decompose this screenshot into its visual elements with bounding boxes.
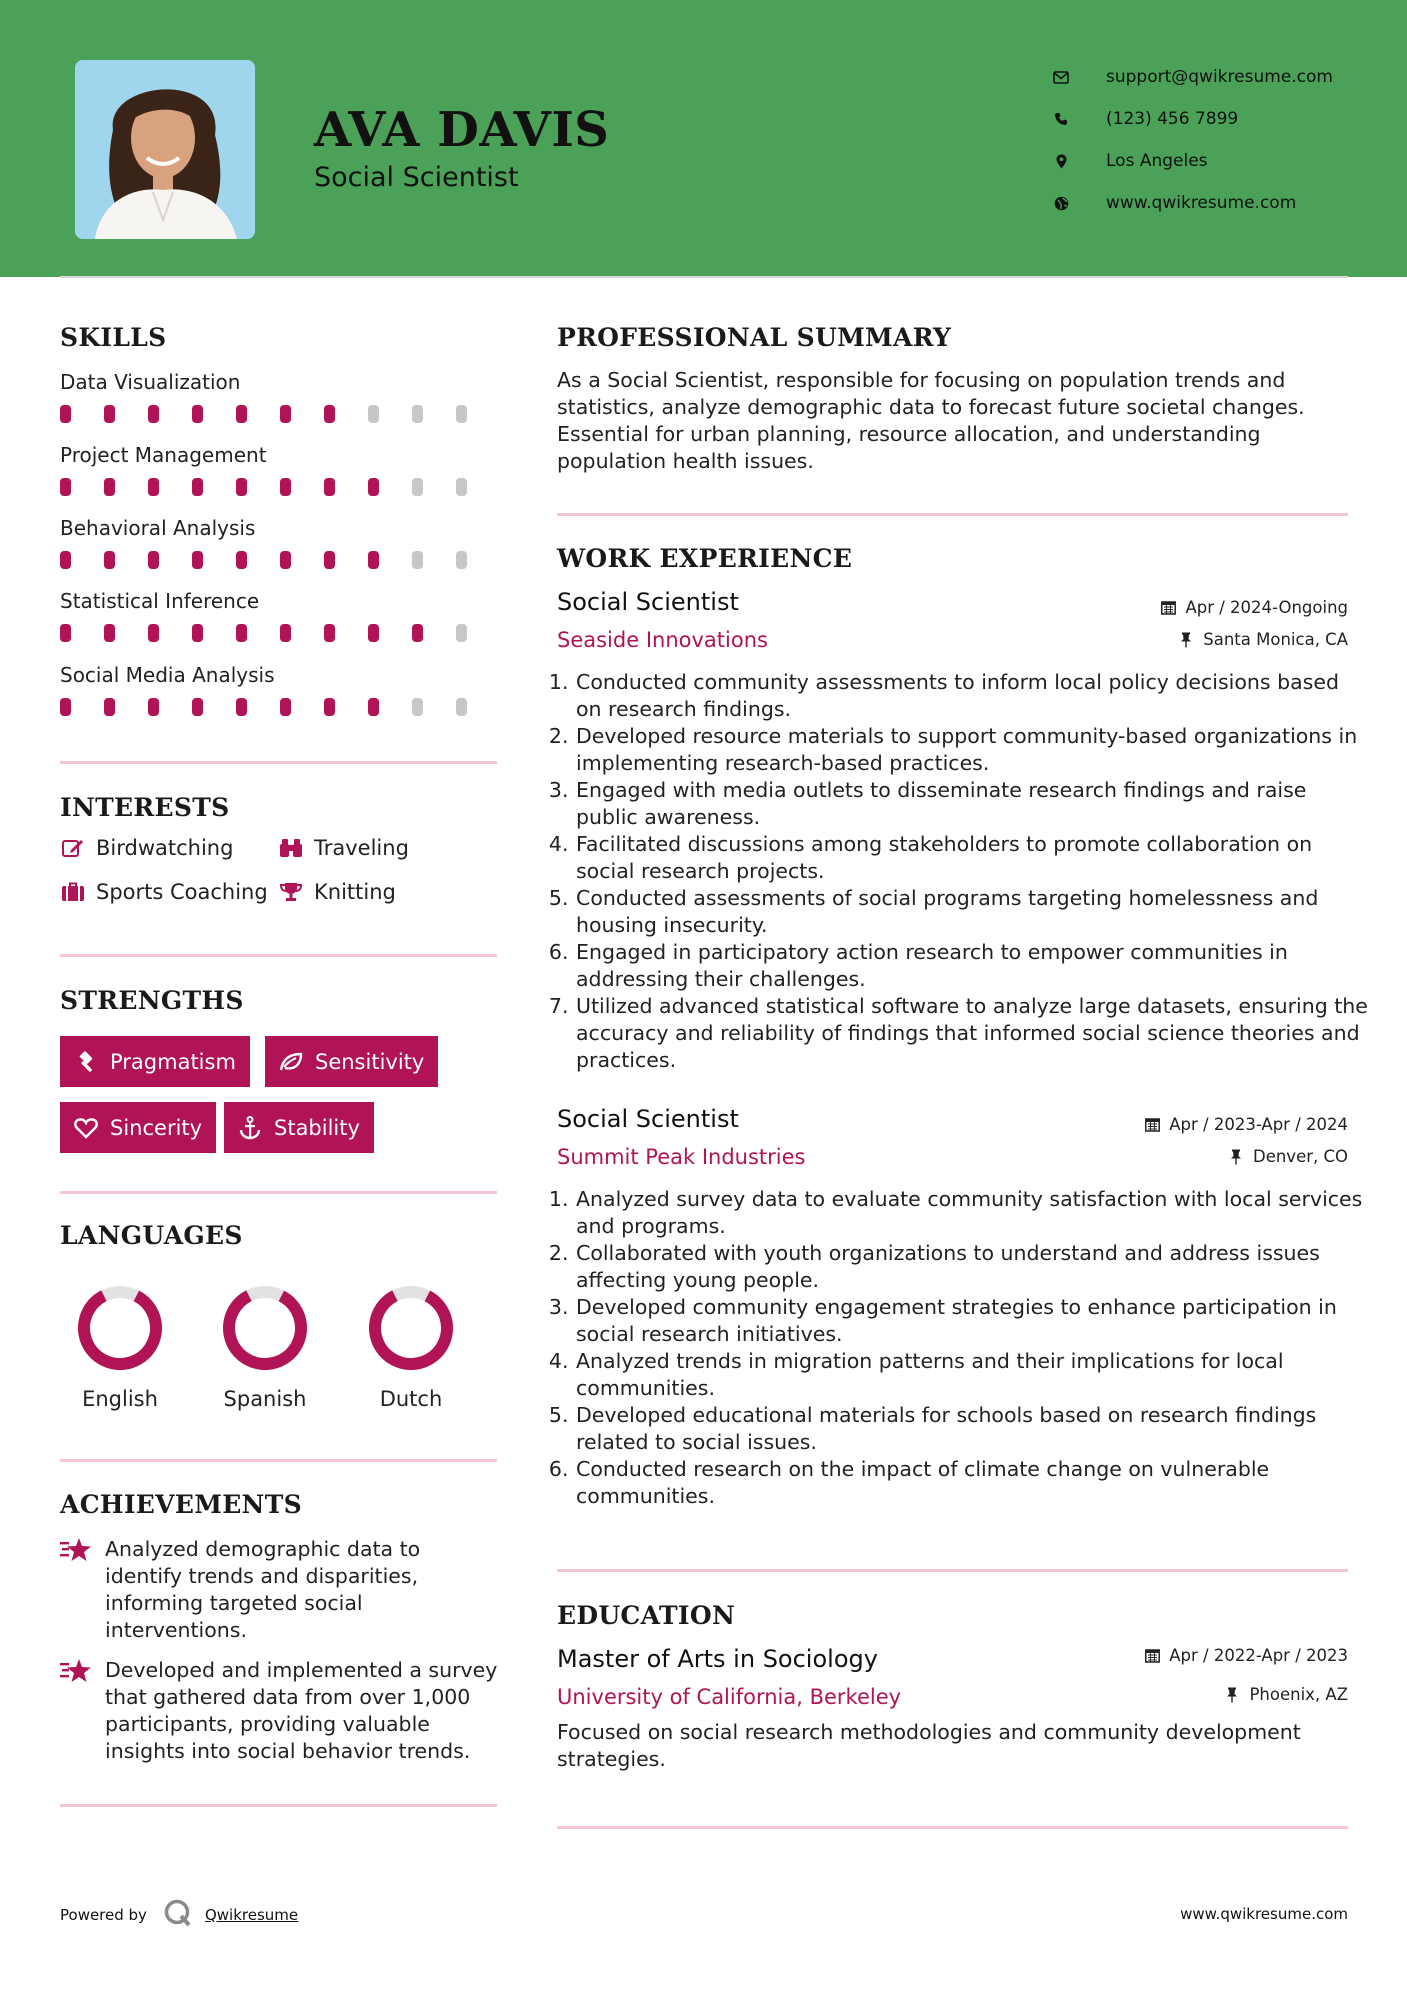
rating-dot: [368, 698, 379, 716]
leaf-icon: [279, 1050, 303, 1074]
pencil-icon: [60, 836, 86, 860]
strength-chip: [60, 1036, 250, 1087]
achievement-text: Analyzed demographic data to identify trends and disparities, informing targeted social interventions.: [105, 1537, 421, 1642]
rating-dot: [104, 551, 115, 569]
job-dates: [1159, 598, 1348, 617]
job-bullet: 6. Engaged in participatory action research to empower communities in addressing their challenges.: [575, 939, 1370, 993]
languages-heading: LANGUAGES: [60, 1221, 243, 1250]
date-text: Apr / 2022-Apr / 2023: [1169, 1646, 1348, 1665]
language-level-gauge: [75, 1283, 165, 1373]
rating-dot: [456, 551, 467, 569]
company-name: Seaside Innovations: [557, 628, 768, 652]
job-bullets: [557, 1186, 1370, 1510]
rating-dot: [148, 624, 159, 642]
rating-dot: [192, 405, 203, 423]
job-title: Social Scientist: [557, 1105, 739, 1133]
rating-dot: [368, 551, 379, 569]
rating-dot: [368, 405, 379, 423]
interest-item: [278, 836, 409, 860]
footer-url[interactable]: www.qwikresume.com: [1180, 1905, 1348, 1923]
achievements-heading: ACHIEVEMENTS: [60, 1490, 302, 1519]
phone-icon: [1050, 108, 1072, 130]
rating-dot: [60, 624, 71, 642]
achievement-text: Developed and implemented a survey that gathered data from over 1,000 participants, providing valuable insights into social behavior trends.: [105, 1658, 498, 1763]
brand-link[interactable]: Qwikresume: [204, 1906, 299, 1924]
rating-dot: [456, 405, 467, 423]
education-heading: EDUCATION: [557, 1601, 736, 1630]
skill-item: [60, 440, 500, 496]
school-name: University of California, Berkeley: [557, 1685, 902, 1709]
section-divider: [60, 1191, 497, 1194]
contact-text: support@qwikresume.com: [1106, 67, 1333, 87]
powered-by-text: Powered by: [60, 1906, 147, 1924]
rating-dot: [280, 551, 291, 569]
job-bullet: 3. Engaged with media outlets to disseminate research findings and raise public awareness.: [575, 777, 1370, 831]
skills-heading: SKILLS: [60, 323, 167, 352]
skill-name: Behavioral Analysis: [60, 516, 256, 540]
rating-dot: [236, 405, 247, 423]
skill-item: [60, 586, 500, 642]
interests-heading: INTERESTS: [60, 793, 230, 822]
skill-name: Statistical Inference: [60, 589, 260, 613]
section-divider: [60, 1804, 497, 1807]
contact-list: [1050, 56, 1333, 224]
job-bullet: 4. Facilitated discussions among stakeholders to promote collaboration on social research projects.: [575, 831, 1370, 885]
achievement-item: [60, 1657, 500, 1765]
job-bullet: 5. Conducted assessments of social programs targeting homelessness and housing insecurity.: [575, 885, 1370, 939]
job-bullet: 6. Conducted research on the impact of climate change on vulnerable communities.: [575, 1456, 1370, 1510]
contact-email[interactable]: [1050, 56, 1333, 98]
education-dates: [1143, 1646, 1348, 1665]
rating-dot: [280, 478, 291, 496]
rating-dot: [60, 551, 71, 569]
rating-dot: [236, 478, 247, 496]
pushpin-icon: [1223, 1686, 1241, 1704]
language-name: Spanish: [223, 1387, 307, 1411]
rating-dot: [324, 478, 335, 496]
rating-dot: [280, 624, 291, 642]
summary-heading: PROFESSIONAL SUMMARY: [557, 323, 952, 352]
date-text: Apr / 2024-Ongoing: [1185, 598, 1348, 617]
candidate-title: Social Scientist: [314, 162, 519, 193]
rating-dot: [236, 551, 247, 569]
skill-name: Project Management: [60, 443, 267, 467]
strength-chip: [60, 1102, 216, 1153]
rating-dot: [104, 698, 115, 716]
globe-icon: [1050, 192, 1072, 214]
skill-item: [60, 367, 500, 423]
strength-label: Stability: [274, 1115, 360, 1140]
rating-dot: [456, 478, 467, 496]
gavel-icon: [74, 1050, 98, 1074]
rating-dot: [192, 698, 203, 716]
rating-dot: [236, 698, 247, 716]
qwikresume-logo-icon: [163, 1898, 193, 1932]
rating-dot: [280, 698, 291, 716]
pushpin-icon: [1177, 631, 1195, 649]
contact-text: (123) 456 7899: [1106, 109, 1239, 129]
rating-dot: [368, 478, 379, 496]
anchor-icon: [238, 1116, 262, 1140]
job-bullet: 2. Collaborated with youth organizations to understand and address issues affecting young people.: [575, 1240, 1370, 1294]
rating-dot: [192, 551, 203, 569]
trophy-icon: [278, 880, 304, 904]
binoculars-icon: [278, 836, 304, 860]
rating-dot: [104, 405, 115, 423]
skill-item: [60, 513, 500, 569]
profile-photo: [75, 60, 255, 239]
job-bullet: 1. Conducted community assessments to inform local policy decisions based on research findings.: [575, 669, 1370, 723]
language-level-gauge: [220, 1283, 310, 1373]
rating-dot: [324, 551, 335, 569]
calendar-icon: [1143, 1647, 1161, 1665]
interest-label: Sports Coaching: [96, 880, 268, 904]
achievement-item: [60, 1536, 500, 1644]
interest-label: Traveling: [314, 836, 409, 860]
section-divider: [60, 954, 497, 957]
rating-dot: [148, 698, 159, 716]
rating-dot: [192, 624, 203, 642]
strength-label: Sensitivity: [315, 1049, 425, 1074]
rating-dot: [456, 698, 467, 716]
strengths-heading: STRENGTHS: [60, 986, 244, 1015]
contact-location: [1050, 140, 1333, 182]
calendar-icon: [1143, 1116, 1161, 1134]
location-text: Phoenix, AZ: [1249, 1685, 1348, 1704]
interest-label: Knitting: [314, 880, 396, 904]
job-dates: [1143, 1115, 1348, 1134]
skill-rating: [60, 624, 500, 642]
job-bullet: 3. Developed community engagement strategies to enhance participation in social research initiatives.: [575, 1294, 1370, 1348]
rating-dot: [324, 405, 335, 423]
skill-name: Data Visualization: [60, 370, 241, 394]
star-icon: [60, 1657, 94, 1687]
strength-chip: [265, 1036, 438, 1087]
skill-rating: [60, 698, 500, 716]
section-divider: [557, 513, 1348, 516]
job-bullets: [557, 669, 1370, 1074]
rating-dot: [104, 624, 115, 642]
language-name: English: [82, 1387, 158, 1411]
header-divider: [60, 276, 1348, 278]
strength-chip: [224, 1102, 374, 1153]
envelope-icon: [1050, 66, 1072, 88]
degree-title: Master of Arts in Sociology: [557, 1645, 878, 1673]
job-title: Social Scientist: [557, 588, 739, 616]
section-divider: [557, 1569, 1348, 1572]
location-text: Denver, CO: [1252, 1147, 1348, 1166]
job-bullet: 7. Utilized advanced statistical software to analyze large datasets, ensuring the accuracy and reliability of findings that informed social science theories and practices.: [575, 993, 1370, 1074]
section-divider: [60, 1459, 497, 1462]
skill-rating: [60, 478, 500, 496]
rating-dot: [236, 624, 247, 642]
briefcase-icon: [60, 880, 86, 904]
job-bullet: 1. Analyzed survey data to evaluate community satisfaction with local services and programs.: [575, 1186, 1370, 1240]
summary-text: As a Social Scientist, responsible for focusing on population trends and statistics, analyze demographic data to forecast future societal changes. Essential for urban planning, resource allocation, and understanding population health issues.: [557, 368, 1305, 473]
section-divider: [60, 761, 497, 764]
contact-website[interactable]: [1050, 182, 1333, 224]
location-text: Santa Monica, CA: [1203, 630, 1348, 649]
rating-dot: [324, 624, 335, 642]
rating-dot: [104, 478, 115, 496]
skill-rating: [60, 551, 500, 569]
rating-dot: [456, 624, 467, 642]
education-description: Focused on social research methodologies and community development strategies.: [557, 1720, 1301, 1771]
language-level-gauge: [366, 1283, 456, 1373]
interest-label: Birdwatching: [96, 836, 234, 860]
rating-dot: [148, 551, 159, 569]
rating-dot: [368, 624, 379, 642]
pushpin-icon: [1227, 1148, 1245, 1166]
interest-item: [60, 880, 268, 904]
star-icon: [60, 1536, 94, 1566]
skill-rating: [60, 405, 500, 423]
language-item: [346, 1283, 476, 1411]
rating-dot: [148, 405, 159, 423]
rating-dot: [412, 624, 423, 642]
rating-dot: [60, 405, 71, 423]
rating-dot: [192, 478, 203, 496]
job-location: [1177, 630, 1348, 649]
language-name: Dutch: [379, 1387, 443, 1411]
education-location: [1223, 1685, 1348, 1704]
contact-text: Los Angeles: [1106, 151, 1208, 171]
language-item: [55, 1283, 185, 1411]
experience-heading: WORK EXPERIENCE: [557, 544, 853, 573]
rating-dot: [60, 478, 71, 496]
job-location: [1227, 1147, 1348, 1166]
skill-item: [60, 660, 500, 716]
contact-text: www.qwikresume.com: [1106, 193, 1297, 213]
rating-dot: [412, 698, 423, 716]
map-marker-icon: [1050, 150, 1072, 172]
rating-dot: [280, 405, 291, 423]
candidate-name: AVA DAVIS: [314, 102, 610, 158]
date-text: Apr / 2023-Apr / 2024: [1169, 1115, 1348, 1134]
skill-name: Social Media Analysis: [60, 663, 275, 687]
strength-label: Pragmatism: [110, 1049, 236, 1074]
rating-dot: [60, 698, 71, 716]
contact-phone[interactable]: [1050, 98, 1333, 140]
section-divider: [557, 1826, 1348, 1829]
header-banner: [0, 0, 1407, 277]
strength-label: Sincerity: [110, 1115, 203, 1140]
company-name: Summit Peak Industries: [557, 1145, 806, 1169]
footer-powered-by: [60, 1898, 298, 1932]
interest-item: [60, 836, 233, 860]
job-bullet: 2. Developed resource materials to support community-based organizations in implementing research-based practices.: [575, 723, 1370, 777]
calendar-icon: [1159, 599, 1177, 617]
rating-dot: [148, 478, 159, 496]
rating-dot: [324, 698, 335, 716]
rating-dot: [412, 405, 423, 423]
rating-dot: [412, 478, 423, 496]
job-bullet: 4. Analyzed trends in migration patterns and their implications for local communities.: [575, 1348, 1370, 1402]
language-item: [200, 1283, 330, 1411]
job-bullet: 5. Developed educational materials for schools based on research findings related to social issues.: [575, 1402, 1370, 1456]
rating-dot: [412, 551, 423, 569]
interest-item: [278, 880, 396, 904]
heart-icon: [74, 1116, 98, 1140]
